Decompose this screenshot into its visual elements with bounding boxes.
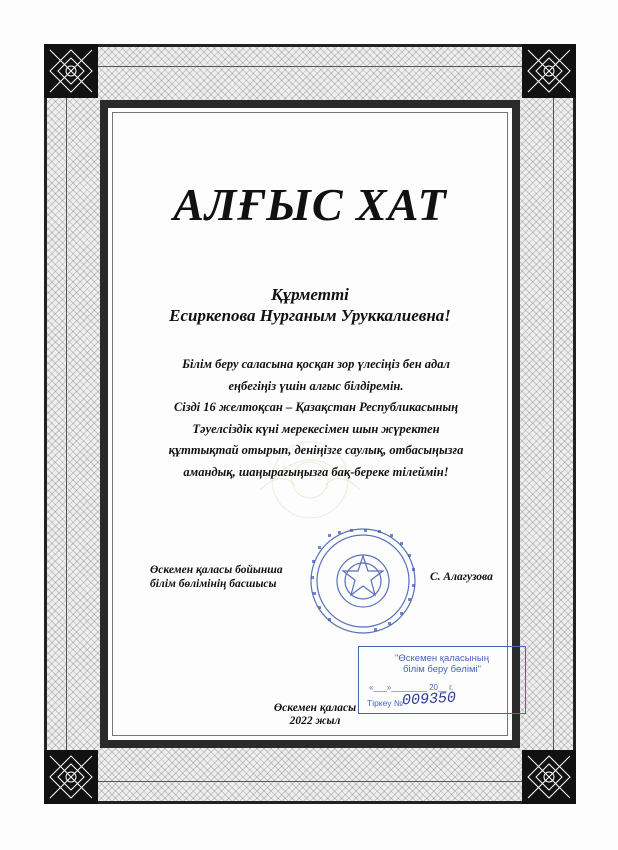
place-and-year: [240, 702, 390, 728]
stamp-reg-label: Тіркеу №: [367, 698, 403, 708]
corner-ornament-icon: [44, 44, 98, 98]
body-line: Сізді 16 желтоқсан – Қазақстан Республикасының: [173, 400, 459, 414]
signatory-position-line: білім бөлімінің басшысы: [150, 578, 277, 590]
stamp-title-line: "Өскемен қаласының: [395, 653, 489, 664]
year: 2022 жыл: [289, 715, 341, 727]
corner-ornament-icon: [522, 44, 576, 98]
signatory-position-line: Өскемен қаласы бойынша: [150, 564, 283, 576]
greeting: [100, 284, 520, 326]
signatory-name: С. Алагузова: [430, 571, 493, 583]
certificate-body: [130, 354, 502, 483]
registration-number: 009350: [401, 689, 457, 710]
body-line: Тәуелсіздік күні мерекесімен шын жүректен: [192, 421, 440, 436]
stamp-title: [359, 653, 525, 675]
stamp-date: «___»________ 20__ г.: [369, 683, 454, 692]
corner-ornament-icon: [44, 750, 98, 804]
body-line: амандық, шаңырағыңызға бақ-береке тілеймін!: [183, 464, 449, 479]
body-line: құттықтай отырып, деніңізге саулық, отбасыңызға: [168, 443, 464, 457]
signatory-position: [150, 563, 330, 591]
body-line: еңбегіңіз үшін алғыс білдіремін.: [228, 378, 404, 393]
body-line: Білім беру саласына қосқан зор үлесіңіз бен адал: [182, 357, 450, 371]
place: Өскемен қаласы: [273, 702, 357, 714]
corner-ornament-icon: [522, 750, 576, 804]
stamp-title-line: білім беру бөлімі": [403, 664, 481, 675]
certificate-title: АЛҒЫС ХАТ: [173, 179, 447, 230]
greeting-salutation: Құрметті: [271, 285, 349, 304]
recipient-name: Есиркепова Нурганым Уруккалиевна!: [169, 306, 451, 325]
